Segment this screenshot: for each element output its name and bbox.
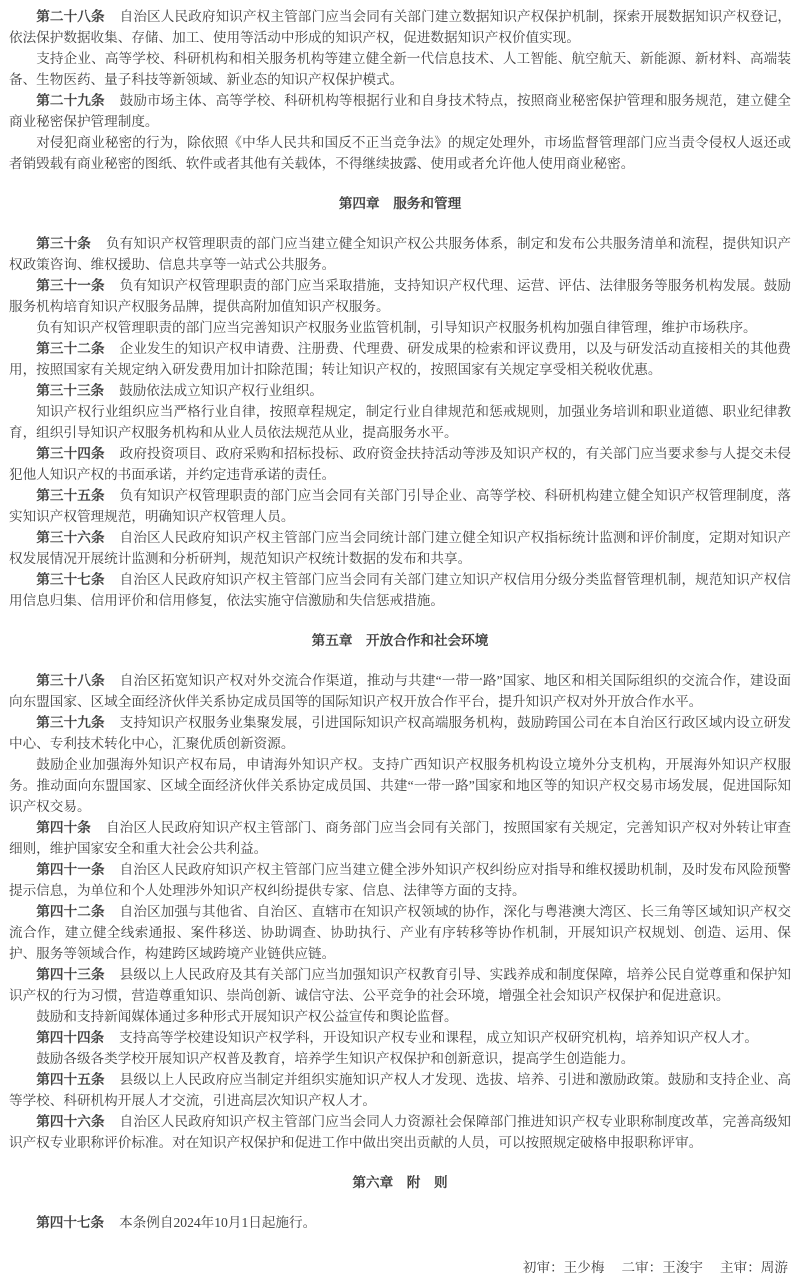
- article-number: 第三十五条: [36, 488, 105, 503]
- chapter-heading: 第四章 服务和管理: [338, 196, 462, 211]
- article-number: 第四十三条: [36, 967, 105, 982]
- body-paragraph: [9, 1006, 791, 1027]
- article-number: 第三十二条: [36, 341, 105, 356]
- paragraph-text: 支持高等学校建设知识产权学科，开设知识产权专业和课程，成立知识产权研究机构，培养知识产权人才。: [119, 1030, 759, 1045]
- body-paragraph: [9, 48, 791, 90]
- article-number: 第三十八条: [36, 673, 105, 688]
- article-paragraph: [9, 901, 791, 964]
- article-number: 第三十七条: [36, 572, 105, 587]
- paragraph-text: 自治区人民政府知识产权主管部门应当会同统计部门建立健全知识产权指标统计监测和评价制度，定期对知识产权发展情况开展统计监测和分析研判，规范知识产权统计数据的发布和共享。: [9, 530, 791, 566]
- paragraph-text: 鼓励市场主体、高等学校、科研机构等根据行业和自身技术特点，按照商业秘密保护管理和服务规范，建立健全商业秘密保护管理制度。: [9, 93, 791, 129]
- paragraph-text: 负有知识产权管理职责的部门应当完善知识产权服务业监管机制，引导知识产权服务机构加强自律管理，维护市场秩序。: [36, 320, 757, 335]
- paragraph-text: 政府投资项目、政府采购和招标投标、政府资金扶持活动等涉及知识产权的，有关部门应当要求参与人提交未侵犯他人知识产权的书面承诺，并约定违背承诺的责任。: [9, 446, 791, 482]
- reviewer-first: 初审：王少梅: [522, 1260, 605, 1275]
- paragraph-text: 负有知识产权管理职责的部门应当建立健全知识产权公共服务体系，制定和发布公共服务清单和流程，提供知识产权政策咨询、维权援助、信息共享等一站式公共服务。: [9, 236, 791, 272]
- paragraph-text: 支持企业、高等学校、科研机构和相关服务机构等建立健全新一代信息技术、人工智能、航空航天、新能源、新材料、高端装备、生物医药、量子科技等新领域、新业态的知识产权保护模式。: [9, 51, 791, 87]
- paragraph-text: 本条例自2024年10月1日起施行。: [119, 1215, 317, 1230]
- reviewer-chief: 主审：周游: [720, 1260, 788, 1275]
- article-paragraph: [9, 233, 791, 275]
- article-number: 第四十条: [36, 820, 91, 835]
- article-paragraph: [9, 338, 791, 380]
- article-paragraph: [9, 6, 791, 48]
- article-paragraph: [9, 527, 791, 569]
- article-paragraph: [9, 275, 791, 317]
- paragraph-text: 自治区加强与其他省、自治区、直辖市在知识产权领域的协作，深化与粤港澳大湾区、长三角等区域知识产权交流合作，建立健全线索通报、案件移送、协助调查、协助执行、产业有序转移等协作机制，开展知识产权规划、创造、运用、保护、服务等领域合作，构建跨区域跨境产业链供应链。: [9, 904, 791, 961]
- paragraph-text: 负有知识产权管理职责的部门应当采取措施，支持知识产权代理、运营、评估、法律服务等服务机构发展。鼓励服务机构培育知识产权服务品牌，提供高附加值知识产权服务。: [9, 278, 791, 314]
- article-number: 第三十条: [36, 236, 91, 251]
- article-paragraph: [9, 1212, 791, 1233]
- article-number: 第二十九条: [36, 93, 105, 108]
- paragraph-text: 自治区人民政府知识产权主管部门应当建立健全涉外知识产权纠纷应对指导和维权援助机制，及时发布风险预警提示信息，为单位和个人处理涉外知识产权纠纷提供专家、信息、法律等方面的支持。: [9, 862, 791, 898]
- paragraph-text: 鼓励依法成立知识产权行业组织。: [119, 383, 324, 398]
- article-number: 第四十七条: [36, 1215, 105, 1230]
- body-paragraph: [9, 317, 791, 338]
- paragraph-text: 自治区人民政府知识产权主管部门应当会同有关部门建立数据知识产权保护机制，探索开展数据知识产权登记，依法保护数据收集、存储、加工、使用等活动中形成的知识产权，促进数据知识产权价值实现。: [9, 9, 791, 45]
- paragraph-text: 负有知识产权管理职责的部门应当会同有关部门引导企业、高等学校、科研机构建立健全知识产权管理制度，落实知识产权管理规范，明确知识产权管理人员。: [9, 488, 791, 524]
- article-paragraph: [9, 859, 791, 901]
- paragraph-text: 自治区人民政府知识产权主管部门应当会同有关部门建立知识产权信用分级分类监督管理机制，规范知识产权信用信息归集、信用评价和信用修复，依法实施守信激励和失信惩戒措施。: [9, 572, 791, 608]
- document-body: [9, 6, 791, 1233]
- paragraph-text: 企业发生的知识产权申请费、注册费、代理费、研发成果的检索和评议费用，以及与研发活动直接相关的其他费用，按照国家有关规定纳入研发费用加计扣除范围；转让知识产权的，按照国家有关规定享受相关税收优惠。: [9, 341, 791, 377]
- article-paragraph: [9, 1027, 791, 1048]
- article-number: 第二十八条: [36, 9, 105, 24]
- paragraph-text: 自治区人民政府知识产权主管部门应当会同人力资源社会保障部门推进知识产权专业职称制度改革，完善高级知识产权专业职称评价标准。对在知识产权保护和促进工作中做出突出贡献的人员，可以按照规定破格申报职称评审。: [9, 1114, 791, 1150]
- article-number: 第四十六条: [36, 1114, 105, 1129]
- article-number: 第四十五条: [36, 1072, 105, 1087]
- article-number: 第三十四条: [36, 446, 105, 461]
- article-paragraph: [9, 670, 791, 712]
- article-paragraph: [9, 964, 791, 1006]
- article-number: 第三十六条: [36, 530, 105, 545]
- paragraph-text: 知识产权行业组织应当严格行业自律，按照章程规定，制定行业自律规范和惩戒规则，加强业务培训和职业道德、职业纪律教育，组织引导知识产权服务机构和从业人员依法规范从业，提高服务水平。: [9, 404, 791, 440]
- paragraph-text: 自治区人民政府知识产权主管部门、商务部门应当会同有关部门，按照国家有关规定，完善知识产权对外转让审查细则，维护国家安全和重大社会公共利益。: [9, 820, 791, 856]
- paragraph-text: 县级以上人民政府应当制定并组织实施知识产权人才发现、选拔、培养、引进和激励政策。鼓励和支持企业、高等学校、科研机构开展人才交流，引进高层次知识产权人才。: [9, 1072, 791, 1108]
- chapter-heading: 第五章 开放合作和社会环境: [311, 633, 489, 648]
- article-number: 第四十一条: [36, 862, 105, 877]
- paragraph-text: 鼓励企业加强海外知识产权布局，申请海外知识产权。支持广西知识产权服务机构设立境外分支机构，开展海外知识产权服务。推动面向东盟国家、区域全面经济伙伴关系协定成员国、共建“一带一路”国家和地区等的知识产权交易市场发展，促进国际知识产权交易。: [9, 757, 791, 814]
- article-paragraph: [9, 712, 791, 754]
- paragraph-text: 支持知识产权服务业集聚发展，引进国际知识产权高端服务机构，鼓励跨国公司在本自治区行政区域内设立研发中心、专利技术转化中心，汇聚优质创新资源。: [9, 715, 791, 751]
- article-paragraph: [9, 569, 791, 611]
- paragraph-text: 鼓励各级各类学校开展知识产权普及教育，培养学生知识产权保护和创新意识，提高学生创造能力。: [36, 1051, 635, 1066]
- article-paragraph: [9, 485, 791, 527]
- paragraph-text: 鼓励和支持新闻媒体通过多种形式开展知识产权公益宣传和舆论监督。: [36, 1009, 458, 1024]
- body-paragraph: [9, 754, 791, 817]
- paragraph-text: 对侵犯商业秘密的行为，除依照《中华人民共和国反不正当竞争法》的规定处理外，市场监督管理部门应当责令侵权人返还或者销毁载有商业秘密的图纸、软件或者其他有关载体，不得继续披露、使用或者允许他人使用商业秘密。: [9, 135, 791, 171]
- reviewer-second: 二审：王浚宇: [621, 1260, 704, 1275]
- article-number: 第三十九条: [36, 715, 105, 730]
- article-number: 第三十一条: [36, 278, 105, 293]
- body-paragraph: [9, 1048, 791, 1069]
- chapter-heading: 第六章 附 则: [352, 1175, 448, 1190]
- body-paragraph: [9, 401, 791, 443]
- paragraph-text: 县级以上人民政府及其有关部门应当加强知识产权教育引导、实践养成和制度保障，培养公民自觉尊重和保护知识产权的行为习惯，营造尊重知识、崇尚创新、诚信守法、公平竞争的社会环境，增强全社会知识产权保护和促进意识。: [9, 967, 791, 1003]
- article-paragraph: [9, 380, 791, 401]
- footer-reviewers: [523, 1257, 788, 1278]
- article-paragraph: [9, 817, 791, 859]
- article-paragraph: [9, 1069, 791, 1111]
- article-number: 第四十二条: [36, 904, 105, 919]
- article-paragraph: [9, 90, 791, 132]
- paragraph-text: 自治区拓宽知识产权对外交流合作渠道，推动与共建“一带一路”国家、地区和相关国际组织的交流合作，建设面向东盟国家、区域全面经济伙伴关系协定成员国等的国际知识产权开放合作平台，提升知识产权对外开放合作水平。: [9, 673, 791, 709]
- body-paragraph: [9, 132, 791, 174]
- article-paragraph: [9, 443, 791, 485]
- article-number: 第三十三条: [36, 383, 105, 398]
- article-paragraph: [9, 1111, 791, 1153]
- article-number: 第四十四条: [36, 1030, 105, 1045]
